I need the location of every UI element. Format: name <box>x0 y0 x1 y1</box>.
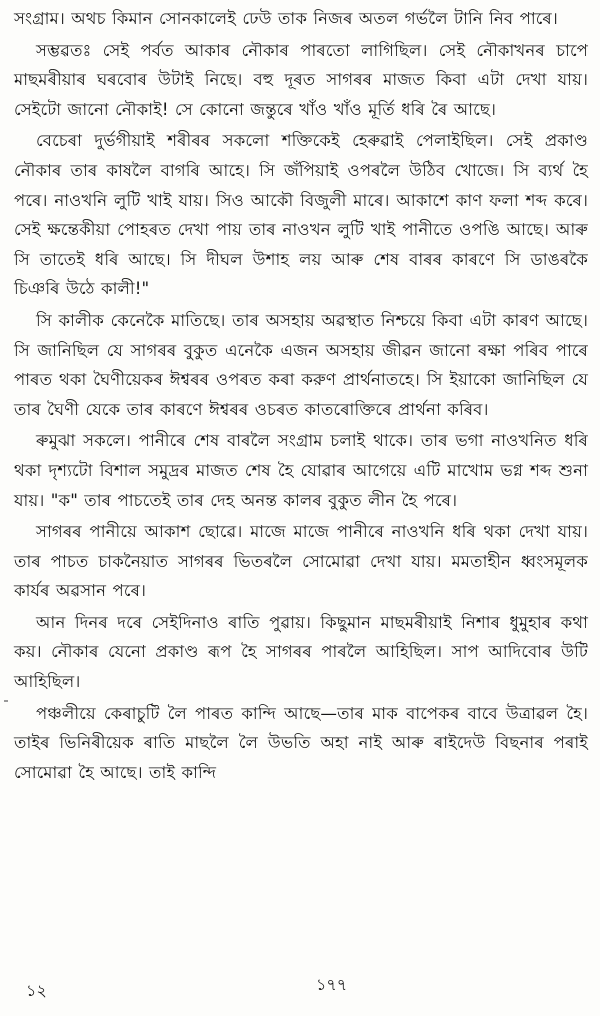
paragraph: বেচেৰা দুৰ্ভগীয়াই শৰীৰৰ সকলো শক্তিকেই হেৰুৱাই পেলাইছিল। সেই প্ৰকাণ্ড নৌকাৰ তাৰ কাষলৈ বাগৰি আহে। সি জঁপিয়াই ওপৰলৈ উঠিব খোজে। সি ব্যৰ্থ হৈ পৰে। নাওখনি লুটি খাই যায়। সিও আকৌ বিজুলী মাৰে। আকাশে কাণ ফলা শব্দ কৰে। সেই ক্ষন্তেকীয়া পোহৰত দেখা পায় তাৰ নাওখন লুটি খাই পানীতে ওপঙি আছে। আৰু সি তাতেই ধৰি আছে। সি দীঘল উশাহ লয় আৰু শেষ বাৰৰ কাৰণে সি ডাঙৰকৈ চিঞৰি উঠে কালী!" <box>14 131 588 299</box>
paragraph: আন দিনৰ দৰে সেইদিনাও ৰাতি পুৱায়। কিছুমান মাছমৰীয়াই নিশাৰ ধুমুহাৰ কথা কয়। নৌকাৰ যেনো প্ৰকাণ্ড ৰূপ হৈ সাগৰৰ পাৰলৈ আহিছিল। সাপ আদিবোৰ উটি আহিছিল। <box>14 612 588 692</box>
paragraph: পঞ্চলীয়ে কেৰাচুটি লৈ পাৰত কান্দি আছে—তাৰ মাক বাপেকৰ বাবে উত্ৰাৱল হৈ। তাইৰ ভিনিৰীয়েক ৰাতি মাছলৈ লৈ উভতি অহা নাই আৰু ৰাইদেউ বিছনাৰ পৰাই সোমোৱা হৈ আছে। তাই কান্দি <box>14 703 588 782</box>
page-number: ১২ <box>26 981 47 1000</box>
document-page <box>14 4 588 1012</box>
edge-mark <box>4 700 8 702</box>
page-footer <box>14 972 588 1002</box>
paragraph: সি কালীক কেনেকৈ মাতিছে। তাৰ অসহায় অৱস্থাত নিশ্চয়ে কিবা এটা কাৰণ আছে। সি জানিছিল যে সাগৰৰ বুকুত এনেকৈ এজন অসহায় জীৱন জানো ৰক্ষা পৰিব পাৰে পাৰত থকা ঘৈণীয়েকৰ ঈশ্বৰৰ ওপৰত কৰা করুণ প্ৰাৰ্থনাতহে। সি ইয়াকো জানিছিল যে তাৰ ঘৈণী যেকে তাৰ কাৰণে ঈশ্বৰৰ ওচৰত কাতৰোক্তিৰে প্ৰাৰ্থনা কৰিব। <box>14 310 588 419</box>
paragraph: ৰুমুঝা সকলে। পানীৰে শেষ বাৰলৈ সংগ্ৰাম চলাই থাকে। তাৰ ভগা নাওখনিত ধৰি থকা দৃশ্যটো বিশাল সমুদ্ৰৰ মাজত শেষ হৈ যোৱাৰ আগেয়ে এটি মাখোম ভগ্ন শব্দ শুনা যায়। "ক" তাৰ পাচতেই তাৰ দেহ অনন্ত কালৰ বুকুত লীন হৈ পৰে। <box>14 431 588 510</box>
signature-mark: ১৭৭ <box>316 975 348 994</box>
paragraph: সম্ভৱতঃ সেই পৰ্বত আকাৰ নৌকাৰ পাৰতো লাগিছিল। সেই নৌকাখনৰ চাপে মাছমৰীয়াৰ ঘৰবোৰ উটাই নিছে। বহু দূৰত সাগৰৰ মাজত কিবা এটা দেখা যায়। সেইটো জানো নৌকাই! সে কোনো জন্তুৰে খাঁও খাঁও মূৰ্তি ধৰি ৰৈ আছে। <box>14 40 588 119</box>
body-text <box>14 4 588 787</box>
paragraph: সাগৰৰ পানীয়ে আকাশ ছোৱে। মাজে মাজে পানীৰে নাওখনি ধৰি থকা দেখা যায়। তাৰ পাচত চাকনৈয়াত সাগৰৰ ভিতৰলৈ সোমোৱা দেখা যায়। মমতাহীন ধ্বংসমূলক কাৰ্যৰ অৱসান পৰে। <box>14 522 588 601</box>
paragraph: সংগ্ৰাম। অথচ কিমান সোনকালেই ঢেউ তাক নিজৰ অতল গৰ্ভলৈ টানি নিব পাৰে। <box>14 9 558 28</box>
